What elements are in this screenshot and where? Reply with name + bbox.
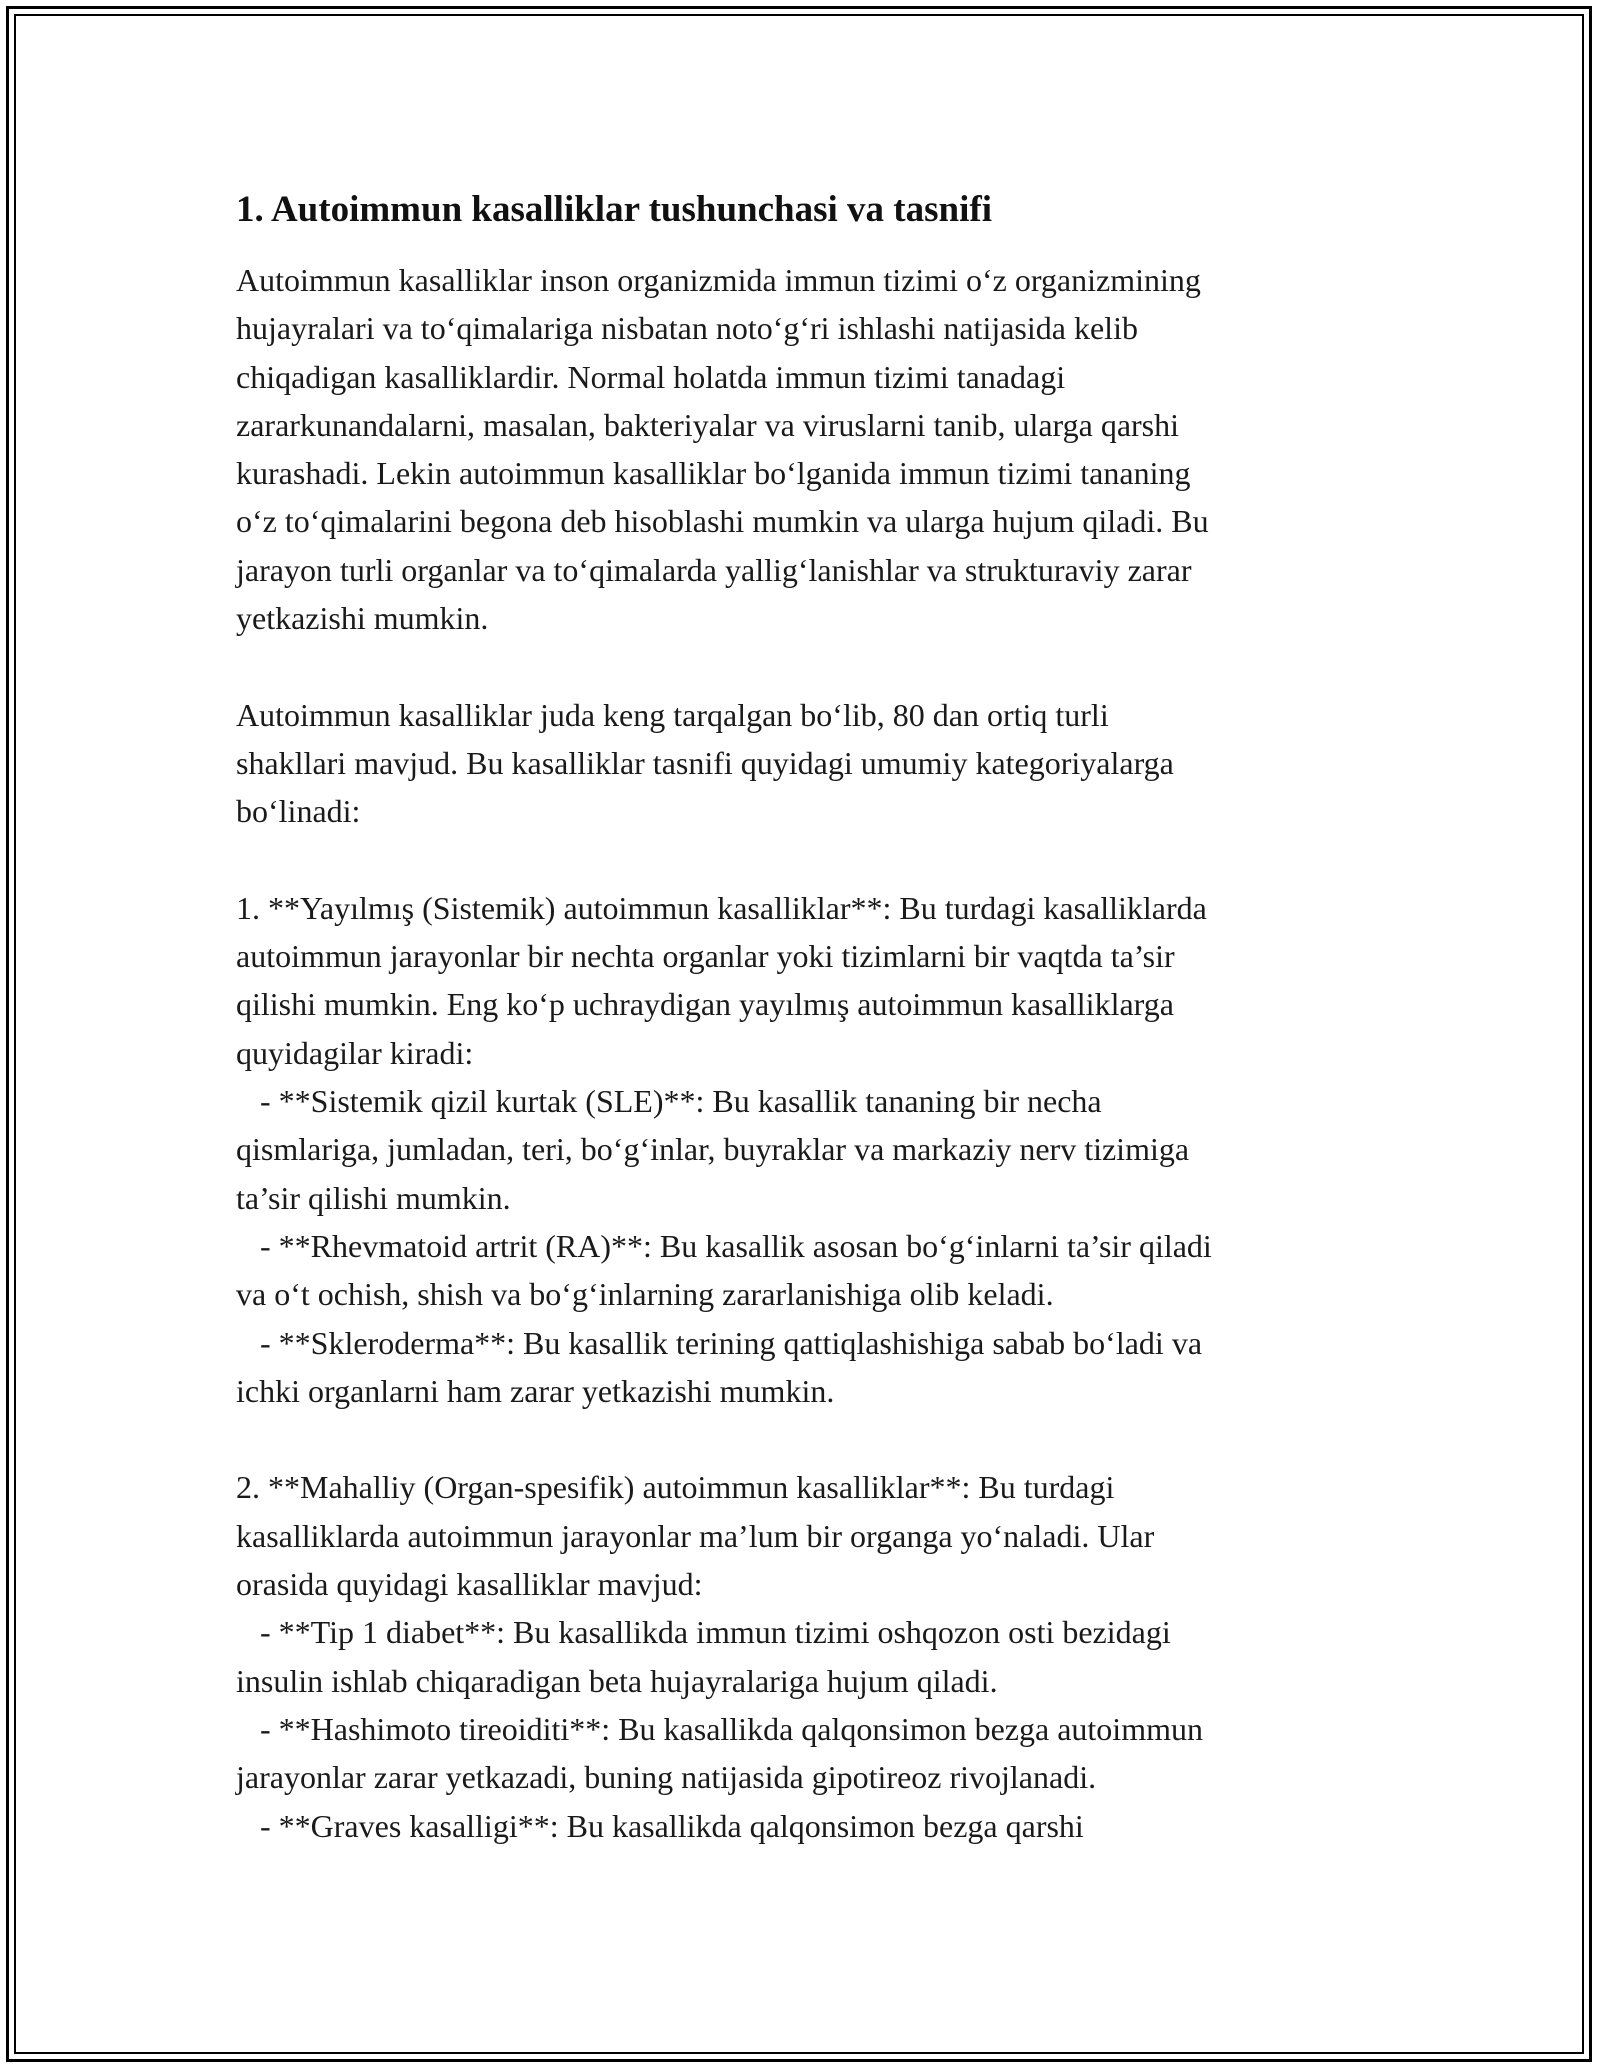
sub-list-item: - **Sistemik qizil kurtak (SLE)**: Bu kasallik tananing bir necha <box>236 1083 1102 1120</box>
text-line: Autoimmun kasalliklar juda keng tarqalgan bo‘lib, 80 dan ortiq turli <box>236 696 1109 733</box>
document-body <box>236 186 1366 1898</box>
text-line: qilishi mumkin. Eng ko‘p uchraydigan yayılmış autoimmun kasalliklarga <box>236 986 1174 1023</box>
text-line: jarayon turli organlar va to‘qimalarda yallig‘lanishlar va strukturaviy zarar <box>236 551 1192 588</box>
text-line: quyidagilar kiradi: <box>236 1034 474 1071</box>
text-line: qismlariga, jumladan, teri, bo‘g‘inlar, buyraklar va markaziy nerv tizimiga <box>236 1131 1190 1168</box>
systemic-diseases-section <box>236 884 1366 1415</box>
text-line: zararkunandalarni, masalan, bakteriyalar va viruslarni tanib, ularga qarshi <box>236 406 1180 443</box>
list-item-heading: 1. **Yayılmış (Sistemik) autoimmun kasalliklar**: Bu turdagi kasalliklarda <box>236 889 1207 926</box>
text-line: Autoimmun kasalliklar inson organizmida immun tizimi o‘z organizmining <box>236 262 1201 298</box>
text-line: o‘z to‘qimalarini begona deb hisoblashi mumkin va ularga hujum qiladi. Bu <box>236 503 1209 540</box>
text-line: chiqadigan kasalliklardir. Normal holatda immun tizimi tanadagi <box>236 358 1066 395</box>
classification-intro-paragraph <box>236 691 1366 836</box>
sub-list-item: - **Graves kasalligi**: Bu kasallikda qalqonsimon bezga qarshi <box>236 1807 1084 1844</box>
text-line: bo‘linadi: <box>236 793 361 830</box>
sub-list-item: - **Tip 1 diabet**: Bu kasallikda immun tizimi oshqozon osti bezidagi <box>236 1614 1171 1651</box>
text-line: jarayonlar zarar yetkazadi, buning natijasida gipotireoz rivojlanadi. <box>236 1759 1097 1796</box>
organ-specific-diseases-section <box>236 1463 1366 1849</box>
sub-list-item: - **Hashimoto tireoiditi**: Bu kasallikda qalqonsimon bezga autoimmun <box>236 1710 1203 1747</box>
text-line: shakllari mavjud. Bu kasalliklar tasnifi quyidagi umumiy kategoriyalarga <box>236 744 1174 781</box>
text-line: yetkazishi mumkin. <box>236 600 489 637</box>
intro-paragraph <box>236 256 1366 642</box>
text-line: va o‘t ochish, shish va bo‘g‘inlarning zararlanishiga olib keladi. <box>236 1276 1054 1313</box>
text-line: kurashadi. Lekin autoimmun kasalliklar bo‘lganida immun tizimi tananing <box>236 455 1191 492</box>
text-line: ta’sir qilishi mumkin. <box>236 1179 511 1216</box>
text-line: kasalliklarda autoimmun jarayonlar ma’lum bir organga yo‘naladi. Ular <box>236 1517 1155 1554</box>
text-line: hujayralari va to‘qimalariga nisbatan noto‘g‘ri ishlashi natijasida kelib <box>236 310 1138 347</box>
sub-list-item: - **Rhevmatoid artrit (RA)**: Bu kasallik asosan bo‘g‘inlarni ta’sir qiladi <box>236 1227 1212 1264</box>
text-line: orasida quyidagi kasalliklar mavjud: <box>236 1566 703 1603</box>
text-line: ichki organlarni ham zarar yetkazishi mumkin. <box>236 1372 835 1409</box>
text-line: insulin ishlab chiqaradigan beta hujayralariga hujum qiladi. <box>236 1662 998 1699</box>
list-item-heading: 2. **Mahalliy (Organ-spesifik) autoimmun kasalliklar**: Bu turdagi <box>236 1469 1115 1506</box>
sub-list-item: - **Skleroderma**: Bu kasallik terining qattiqlashishiga sabab bo‘ladi va <box>236 1324 1203 1361</box>
text-line: autoimmun jarayonlar bir nechta organlar yoki tizimlarni bir vaqtda ta’sir <box>236 938 1175 975</box>
section-heading: 1. Autoimmun kasalliklar tushunchasi va tasnifi <box>236 189 992 230</box>
